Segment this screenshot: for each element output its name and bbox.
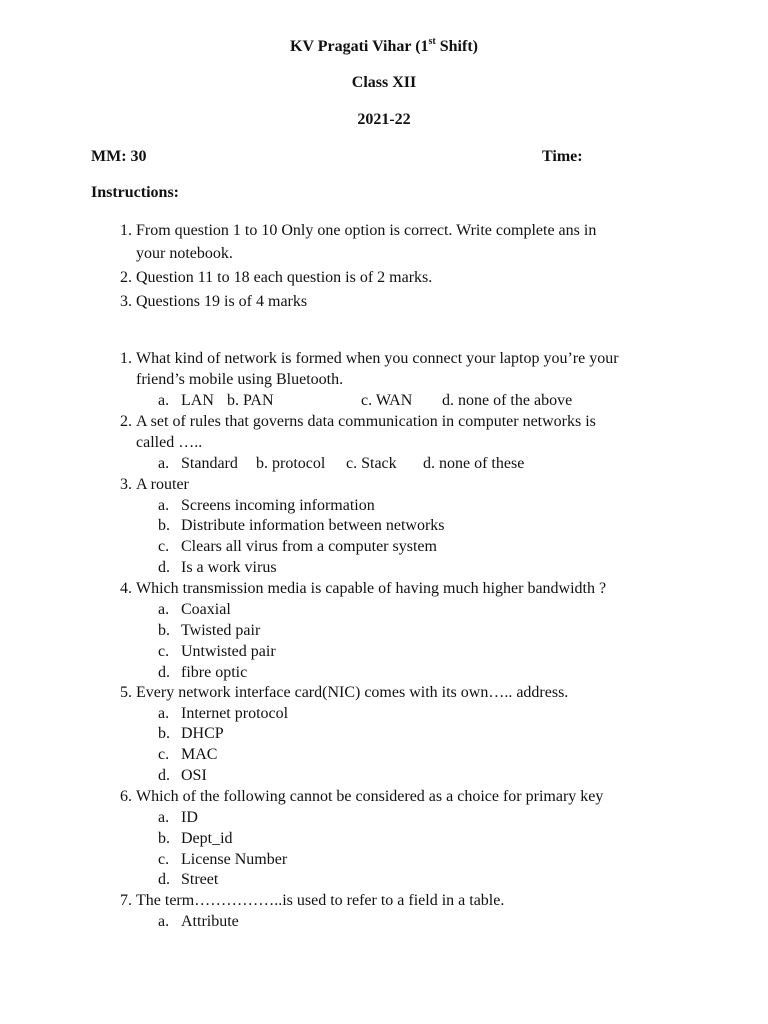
option-text: d. none of these <box>423 455 525 472</box>
option-text: MAC <box>181 746 218 763</box>
question-text: Which of the following cannot be considered as a choice for primary key <box>136 788 604 805</box>
question-text: friend’s mobile using Bluetooth. <box>136 371 344 388</box>
question-text: Which transmission media is capable of having much higher bandwidth ? <box>136 580 607 597</box>
option-text: License Number <box>181 851 288 868</box>
question-number: 3. <box>120 476 132 493</box>
instruction-number: 3. <box>120 293 132 310</box>
superscript-st: st <box>428 35 436 47</box>
option-label: a. <box>158 455 170 472</box>
option-text: b. protocol <box>256 455 326 472</box>
option-label: b. <box>158 622 170 639</box>
option-label: d. <box>158 767 170 784</box>
max-marks: MM: 30 <box>91 148 147 165</box>
option-label: c. <box>158 643 170 660</box>
class-title: Class XII <box>351 74 417 91</box>
option-text: d. none of the above <box>442 392 573 409</box>
time-label: Time: <box>542 148 583 165</box>
instruction-text: Question 11 to 18 each question is of 2 marks. <box>136 269 433 286</box>
question-text: The term……………..is used to refer to a field in a table. <box>136 892 505 909</box>
option-text: Is a work virus <box>181 559 277 576</box>
question-number: 5. <box>120 684 132 701</box>
option-text: LAN <box>181 392 214 409</box>
school-title: KV Pragati Vihar (1st Shift) <box>290 35 478 55</box>
option-label: a. <box>158 392 170 409</box>
question-text: What kind of network is formed when you connect your laptop you’re your <box>136 350 619 367</box>
option-label: a. <box>158 497 170 514</box>
option-label: b. <box>158 830 170 847</box>
question-text: Every network interface card(NIC) comes with its own….. address. <box>136 684 569 701</box>
question-text: A router <box>136 476 189 493</box>
option-text: Standard <box>181 455 238 472</box>
option-text: c. WAN <box>361 392 413 409</box>
option-text: Distribute information between networks <box>181 517 445 534</box>
option-text: c. Stack <box>346 455 397 472</box>
option-label: a. <box>158 705 170 722</box>
instruction-number: 1. <box>120 222 132 239</box>
instruction-text: Questions 19 is of 4 marks <box>136 293 308 310</box>
option-text: Street <box>181 871 219 888</box>
option-text: b. PAN <box>227 392 274 409</box>
instruction-text: From question 1 to 10 Only one option is correct. Write complete ans in <box>136 222 597 239</box>
question-number: 6. <box>120 788 132 805</box>
option-label: c. <box>158 538 170 555</box>
option-text: Untwisted pair <box>181 643 276 660</box>
instruction-number: 2. <box>120 269 132 286</box>
option-label: a. <box>158 601 170 618</box>
option-label: d. <box>158 871 170 888</box>
question-number: 1. <box>120 350 132 367</box>
option-label: c. <box>158 851 170 868</box>
option-label: c. <box>158 746 170 763</box>
option-label: a. <box>158 913 170 930</box>
instructions-heading: Instructions: <box>91 184 180 201</box>
option-label: b. <box>158 725 170 742</box>
option-text: Attribute <box>181 913 239 930</box>
option-label: d. <box>158 559 170 576</box>
question-number: 2. <box>120 413 132 430</box>
option-label: b. <box>158 517 170 534</box>
option-text: DHCP <box>181 725 224 742</box>
question-number: 4. <box>120 580 132 597</box>
option-text: Coaxial <box>181 601 231 618</box>
option-text: ID <box>181 809 198 826</box>
option-text: OSI <box>181 767 207 784</box>
instruction-text: your notebook. <box>136 245 233 262</box>
option-text: fibre optic <box>181 664 248 681</box>
question-number: 7. <box>120 892 132 909</box>
question-text: A set of rules that governs data communication in computer networks is <box>136 413 596 430</box>
option-text: Dept_id <box>181 830 233 847</box>
option-label: a. <box>158 809 170 826</box>
option-text: Twisted pair <box>181 622 261 639</box>
year-title: 2021-22 <box>357 111 411 128</box>
option-text: Internet protocol <box>181 705 289 722</box>
option-label: d. <box>158 664 170 681</box>
option-text: Clears all virus from a computer system <box>181 538 437 555</box>
question-text: called ….. <box>136 434 203 451</box>
option-text: Screens incoming information <box>181 497 375 514</box>
